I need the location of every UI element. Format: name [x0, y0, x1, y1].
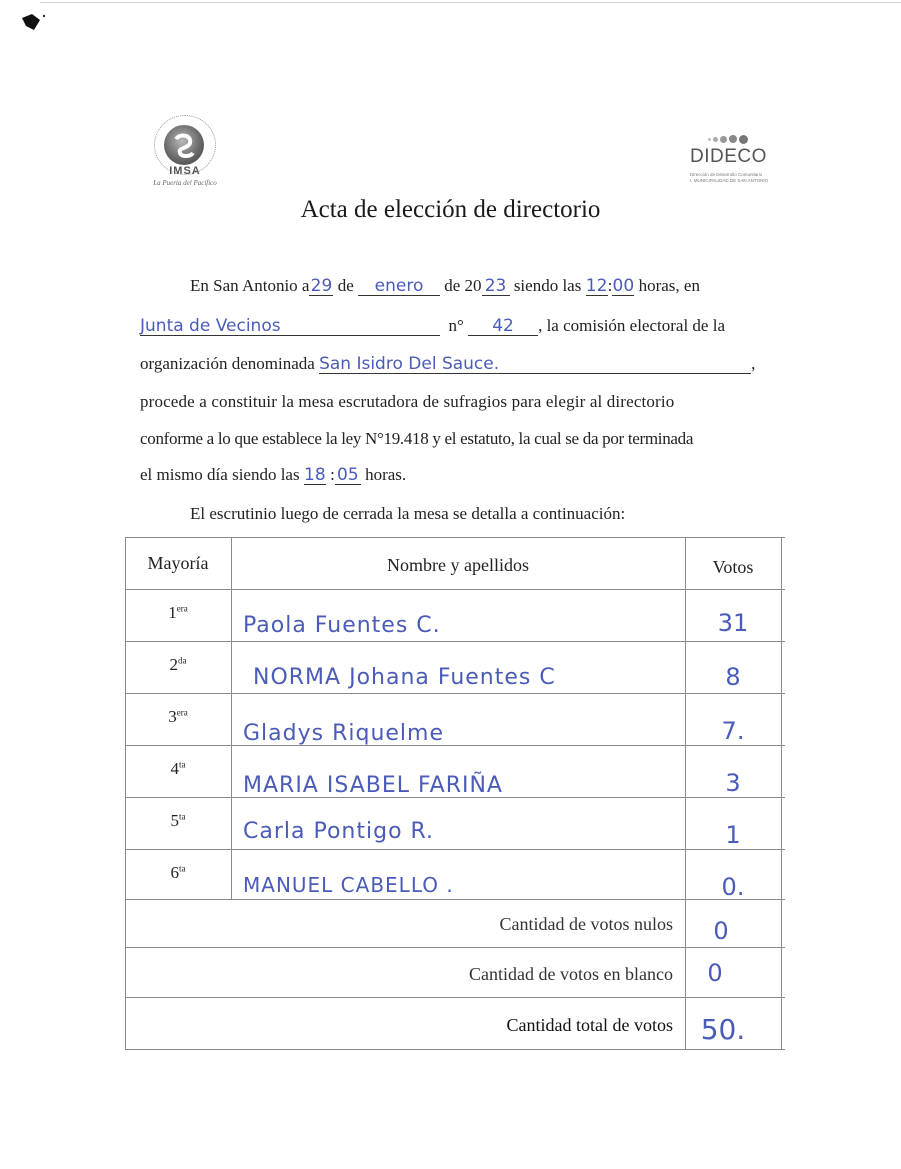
vote-count-field[interactable]: 8 — [725, 663, 741, 691]
total-votes-field[interactable]: 50. — [700, 1013, 746, 1046]
dideco-subtitle-2: I. MUNICIPALIDAD DE SAN ANTONIO — [690, 178, 769, 183]
header-votes: Votos — [712, 557, 754, 577]
candidate-name-field[interactable]: MANUEL CABELLO . — [243, 873, 454, 897]
table-row-rank: $1^{era}$ — [168, 603, 188, 622]
vote-count-field[interactable]: 1 — [725, 821, 741, 849]
table-row-rank: $2^{da}$ — [169, 655, 187, 674]
header-name: Nombre y apellidos — [387, 555, 529, 575]
header-rank: Mayoría — [147, 553, 209, 573]
null-votes-label: Cantidad de votos nulos — [499, 914, 673, 934]
paragraph-line-4: procede a constituir la mesa escrutadora de sufragios para elegir al directorio — [140, 392, 675, 411]
paragraph-line-1: En San Antonio a29 de enero de 20 23 siendo las 12:00 horas, en — [190, 276, 700, 296]
imsa-tagline: La Puerta del Pacífico — [153, 179, 217, 187]
dots-icon — [708, 130, 768, 144]
total-votes-label: Cantidad total de votos — [506, 1015, 673, 1035]
end-minute-field[interactable]: 05 — [335, 467, 361, 485]
month-field[interactable]: enero — [358, 278, 440, 296]
day-field[interactable]: 29 — [310, 276, 333, 296]
org-type-field[interactable]: Junta de Vecinos — [140, 318, 440, 336]
candidate-name-field[interactable]: Paola Fuentes C. — [243, 613, 441, 638]
blank-votes-label: Cantidad de votos en blanco — [469, 964, 673, 984]
paragraph-line-2: Junta de Vecinos n° 42 , la comisión electoral de la — [140, 316, 725, 336]
vote-count-field[interactable]: 7. — [721, 717, 745, 745]
start-hour-field[interactable]: 12 — [585, 276, 608, 296]
candidate-name-field[interactable]: Carla Pontigo R. — [243, 819, 435, 844]
start-minute-field[interactable]: 00 — [612, 276, 635, 296]
table-row-rank: $4^{ta}$ — [170, 759, 186, 778]
blank-votes-field[interactable]: 0 — [707, 959, 723, 987]
end-hour-field[interactable]: 18 — [304, 465, 326, 485]
page-top-edge — [40, 2, 901, 3]
results-table — [125, 537, 785, 1050]
vote-count-field[interactable]: 3 — [725, 769, 741, 797]
seal-emblem-icon — [164, 125, 204, 165]
vote-count-field[interactable]: 31 — [717, 609, 749, 637]
dideco-subtitle-1: Dirección de Desarrollo Comunitario — [690, 172, 763, 177]
candidate-name-field[interactable]: NORMA Johana Fuentes C — [253, 665, 556, 690]
scan-smudge — [18, 10, 48, 34]
document-title: Acta de elección de directorio — [300, 196, 601, 223]
year-field[interactable]: 23 — [482, 278, 510, 296]
imsa-logo — [140, 115, 230, 193]
imsa-logo-text: IMSA — [169, 165, 201, 177]
null-votes-field[interactable]: 0 — [713, 917, 729, 945]
dideco-logo — [684, 130, 784, 190]
candidate-name-field[interactable]: Gladys Riquelme — [243, 721, 445, 746]
paragraph-line-3: organización denominada San Isidro Del Sauce. , — [140, 354, 756, 374]
table-row-rank: $5^{ta}$ — [170, 811, 186, 830]
vote-count-field[interactable]: 0. — [721, 873, 745, 901]
paragraph-line-6: el mismo día siendo las 18 : 05 horas. — [140, 465, 407, 485]
org-name-field[interactable]: San Isidro Del Sauce. — [319, 356, 751, 374]
table-row-rank: $6^{ta}$ — [170, 863, 186, 882]
table-row-rank: $3^{era}$ — [168, 707, 188, 726]
paragraph-line-5: conforme a lo que establece la ley N°19.418 y el estatuto, la cual se da por terminada — [140, 429, 694, 448]
candidate-name-field[interactable]: MARIA ISABEL FARIÑA — [243, 773, 503, 798]
org-number-field[interactable]: 42 — [468, 318, 538, 336]
dideco-brand: DIDECO — [690, 146, 767, 167]
results-intro: El escrutinio luego de cerrada la mesa se detalla a continuación: — [190, 504, 626, 523]
